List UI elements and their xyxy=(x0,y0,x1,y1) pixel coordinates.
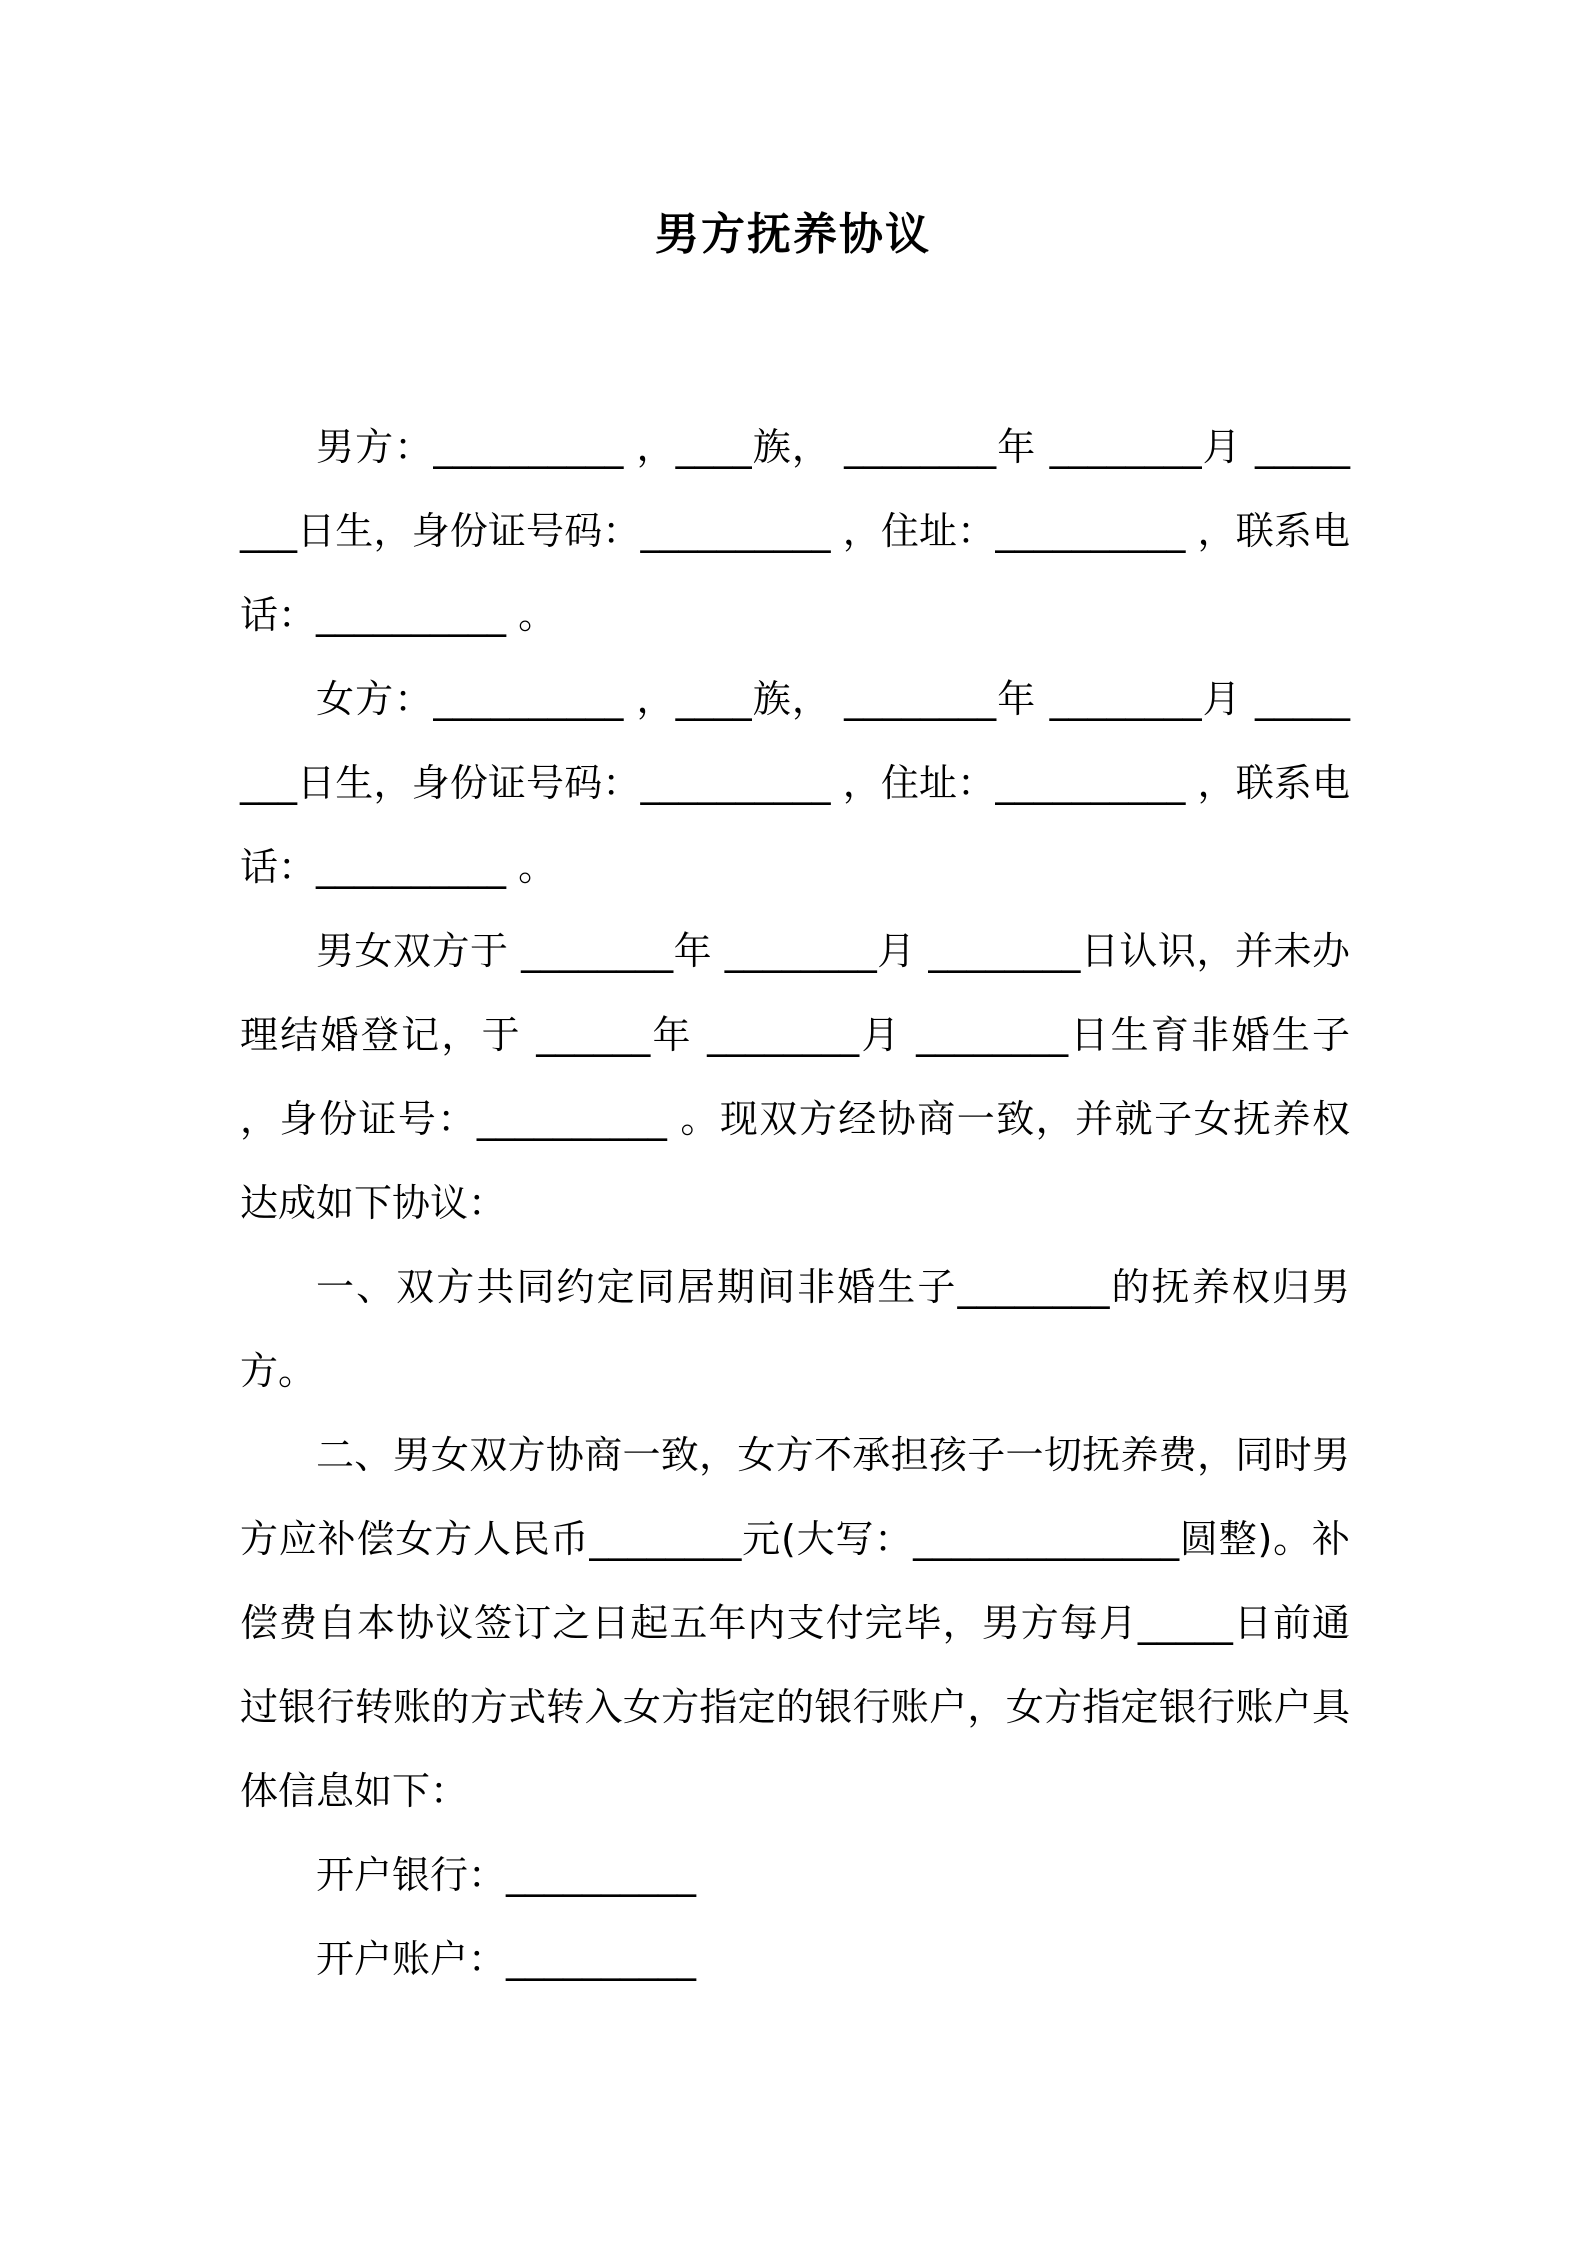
clause-two-paragraph: 二、男女双方协商一致，女方不承担孩子一切抚养费，同时男方应补偿女方人民币________元(大写：______________圆整)。补偿费自本协议签订之日起五年内支付完毕，男方每月_____日前通过银行转账的方式转入女方指定的银行账户，女方指定银行账户具体信息如下： xyxy=(240,1433,1350,1813)
document-title: 男方抚养协议 xyxy=(655,209,931,260)
document-body xyxy=(240,405,1350,2001)
clause-one-paragraph: 一、双方共同约定同居期间非婚生子________的抚养权归男方。 xyxy=(240,1265,1350,1393)
male-party-paragraph: 男方：__________ ，____族， ________年 ________月 ________日生，身份证号码：__________ ，住址：__________ ，联系电话：__________ 。 xyxy=(240,425,1350,637)
female-party-paragraph: 女方：__________ ，____族， ________年 ________月 ________日生，身份证号码：__________ ，住址：__________ ，联系电话：__________ 。 xyxy=(240,677,1350,889)
bank-name-line: 开户银行：__________ xyxy=(316,1853,697,1897)
background-paragraph: 男女双方于 ________年 ________月 ________日认识，并未办理结婚登记，于 ______年 ________月 ________日生育非婚生子 ，身份证号：__________ 。现双方经协商一致，并就子女抚养权达成如下协议： xyxy=(240,929,1350,1225)
bank-account-line: 开户账户：__________ xyxy=(316,1937,697,1981)
